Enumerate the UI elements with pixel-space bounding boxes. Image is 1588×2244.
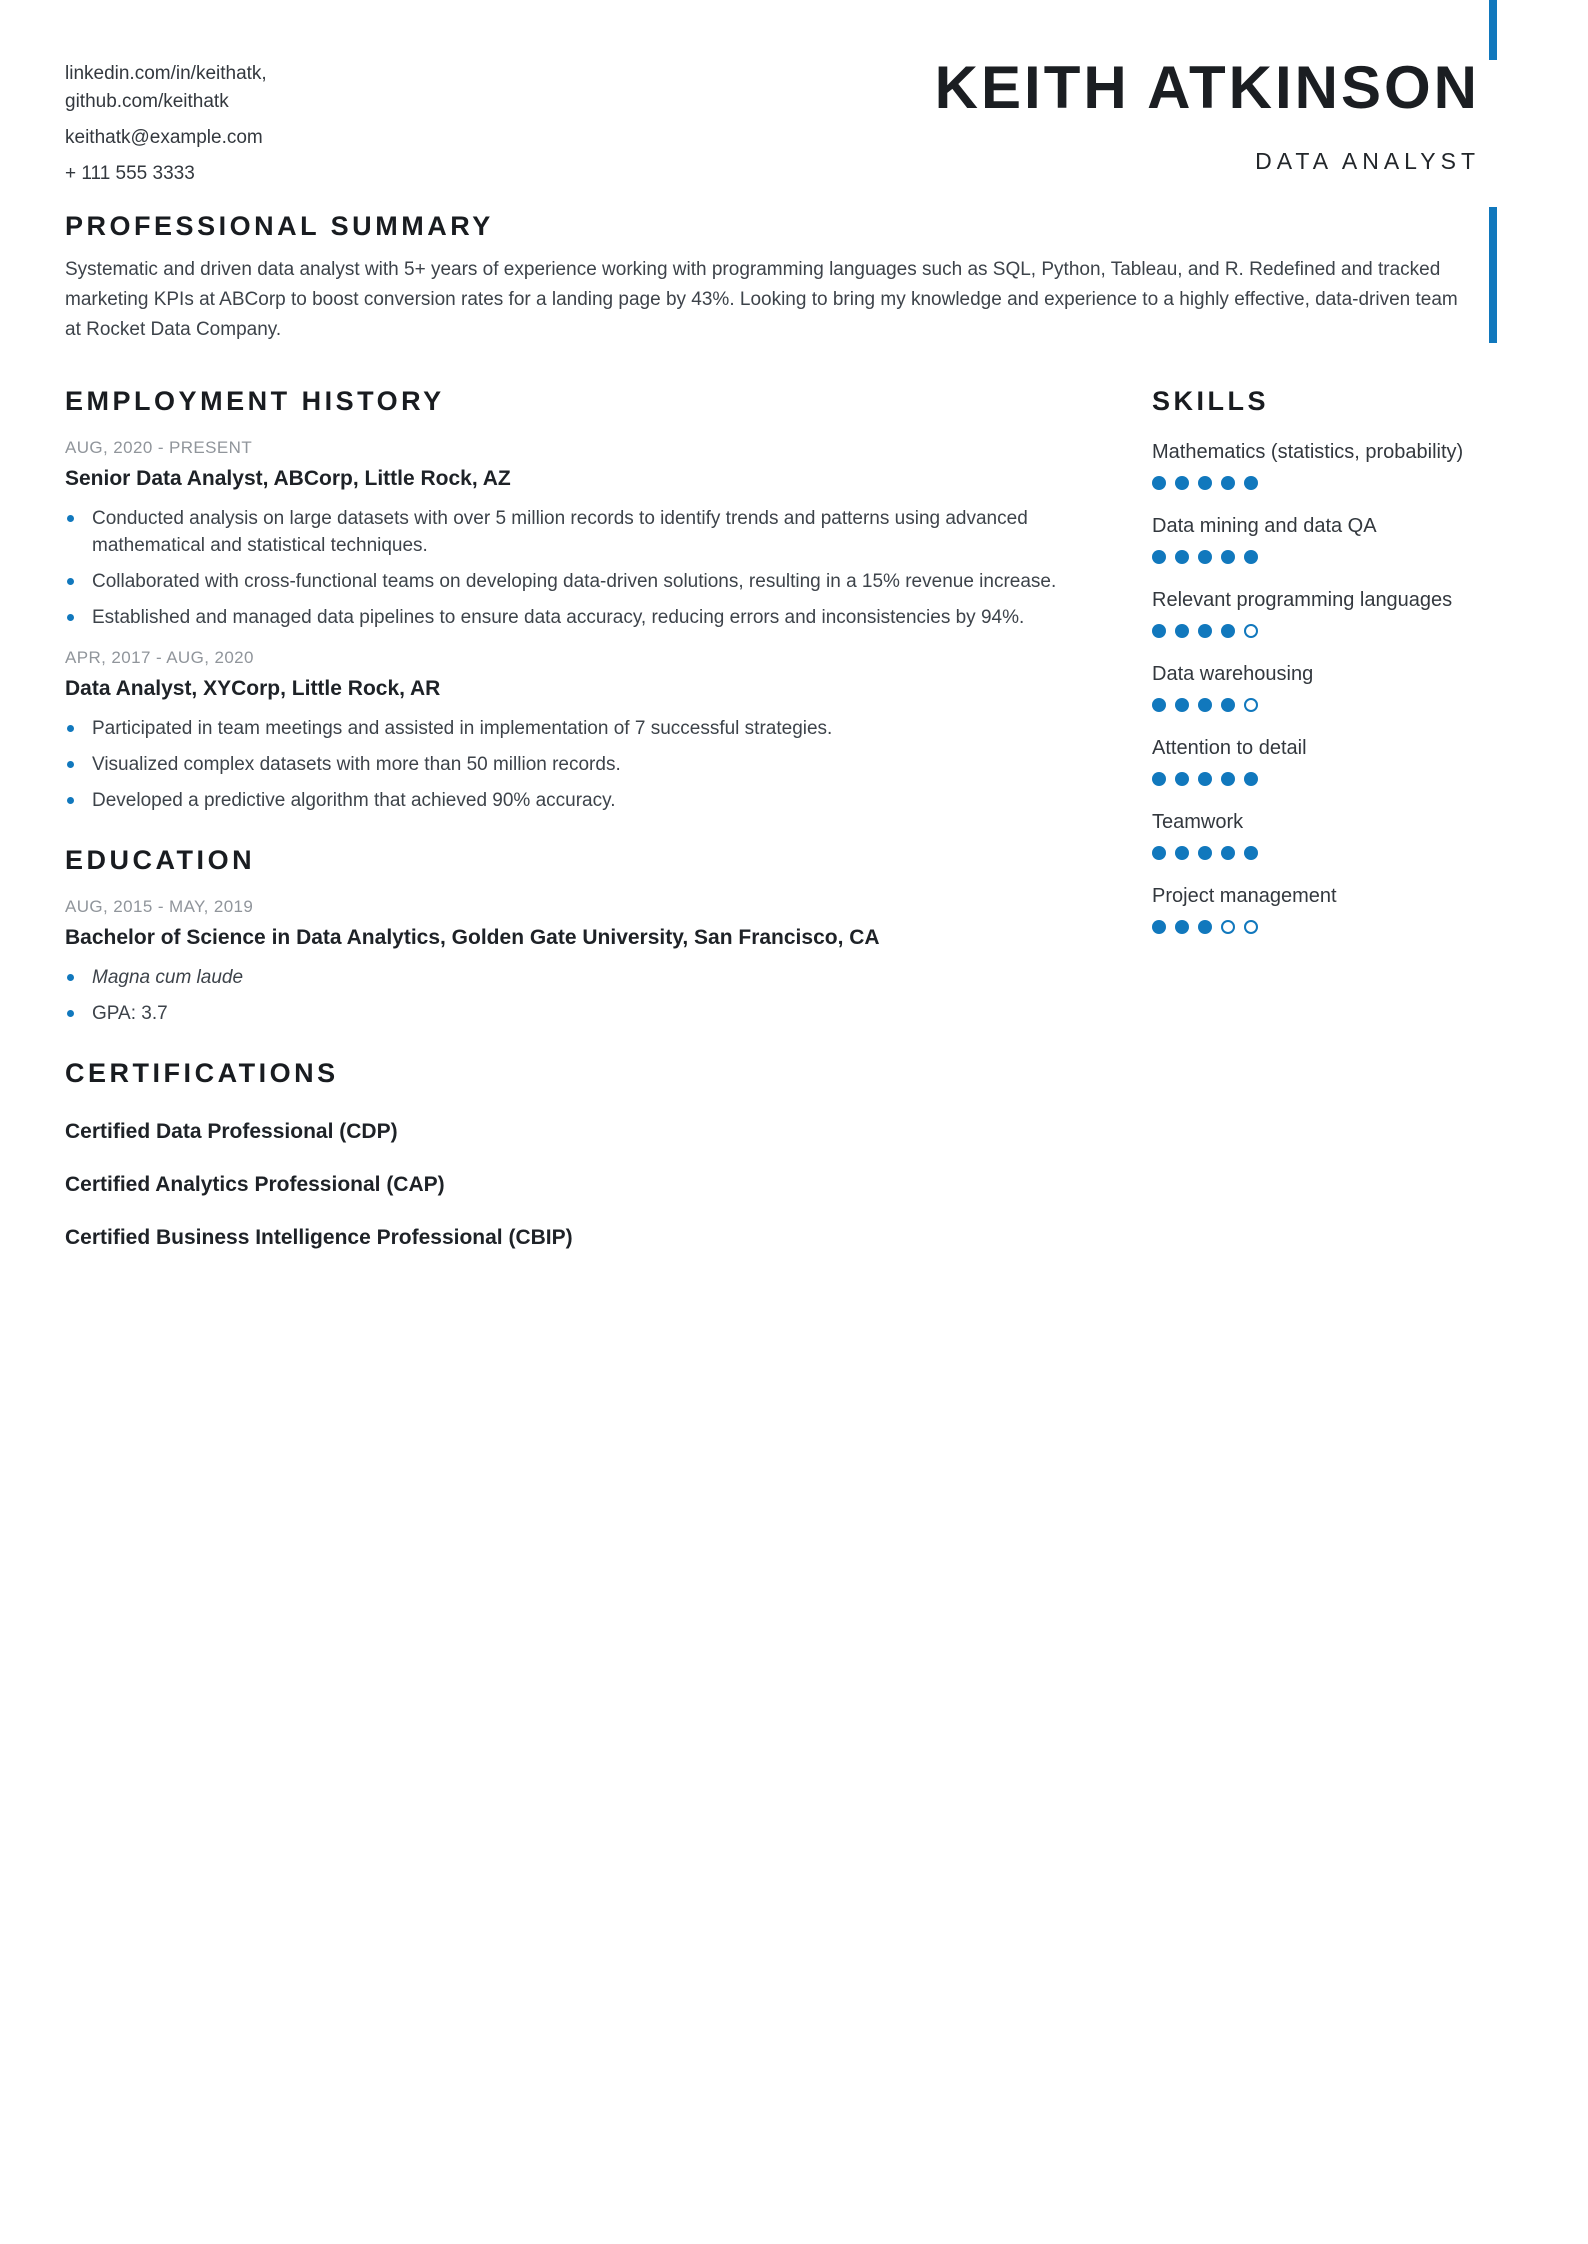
skill-dot-filled bbox=[1152, 698, 1166, 712]
skill-item bbox=[1152, 807, 1552, 860]
skill-dot-empty bbox=[1244, 624, 1258, 638]
skill-dot-filled bbox=[1152, 550, 1166, 564]
email-link[interactable]: keithatk@example.com bbox=[65, 127, 263, 148]
skill-label: Data warehousing bbox=[1152, 663, 1314, 685]
bullet-list bbox=[65, 505, 1065, 631]
skill-dot-filled bbox=[1198, 920, 1212, 934]
summary-section bbox=[65, 210, 1471, 345]
phone-number: + 111 555 3333 bbox=[65, 163, 195, 184]
bullet-list bbox=[65, 964, 1065, 1027]
skill-dot-filled bbox=[1152, 772, 1166, 786]
education-section bbox=[65, 844, 1065, 1027]
certifications-heading: CERTIFICATIONS bbox=[65, 1058, 339, 1088]
skill-rating bbox=[1152, 920, 1552, 934]
github-link[interactable]: github.com/keithatk bbox=[65, 91, 229, 112]
skill-dot-filled bbox=[1152, 476, 1166, 490]
skill-rating bbox=[1152, 698, 1552, 712]
certification-item: Certified Analytics Professional (CAP) bbox=[65, 1173, 445, 1196]
skill-dot-filled bbox=[1198, 624, 1212, 638]
skill-dot-filled bbox=[1221, 698, 1235, 712]
skill-item bbox=[1152, 881, 1552, 934]
skill-item bbox=[1152, 511, 1552, 564]
skills-column bbox=[1152, 385, 1552, 955]
contact-block bbox=[65, 60, 267, 188]
skill-dot-filled bbox=[1244, 550, 1258, 564]
certifications-section bbox=[65, 1057, 1065, 1251]
main-column bbox=[65, 385, 1065, 1278]
skill-rating bbox=[1152, 846, 1552, 860]
bullet-item: Established and managed data pipelines to ensure data accuracy, reducing errors and inconsistencies by 94%. bbox=[65, 604, 1065, 631]
skills-heading: SKILLS bbox=[1152, 386, 1270, 416]
skill-item bbox=[1152, 659, 1552, 712]
bullet-item: Visualized complex datasets with more than 50 million records. bbox=[65, 751, 1065, 778]
skill-item bbox=[1152, 585, 1552, 638]
bullet-item: Participated in team meetings and assisted in implementation of 7 successful strategies. bbox=[65, 715, 1065, 742]
skill-dot-filled bbox=[1221, 550, 1235, 564]
skill-rating bbox=[1152, 550, 1552, 564]
job-entry bbox=[65, 437, 1065, 631]
bullet-list bbox=[65, 715, 1065, 814]
skill-label: Mathematics (statistics, probability) bbox=[1152, 441, 1464, 463]
job-title: Senior Data Analyst, ABCorp, Little Rock, AZ bbox=[65, 467, 511, 490]
skill-dot-empty bbox=[1244, 920, 1258, 934]
skill-dot-filled bbox=[1244, 846, 1258, 860]
skill-dot-filled bbox=[1198, 846, 1212, 860]
skill-rating bbox=[1152, 476, 1552, 490]
accent-bar-bottom bbox=[1489, 207, 1497, 343]
header-name-block bbox=[935, 56, 1480, 175]
education-degree: Bachelor of Science in Data Analytics, Golden Gate University, San Francisco, CA bbox=[65, 926, 880, 949]
employment-section bbox=[65, 385, 1065, 814]
linkedin-link[interactable]: linkedin.com/in/keithatk, bbox=[65, 63, 267, 84]
job-entry bbox=[65, 647, 1065, 814]
skill-label: Teamwork bbox=[1152, 811, 1244, 833]
certification-item: Certified Business Intelligence Professional (CBIP) bbox=[65, 1226, 573, 1249]
skill-dot-filled bbox=[1152, 920, 1166, 934]
job-dates: APR, 2017 - AUG, 2020 bbox=[65, 648, 254, 667]
summary-heading: PROFESSIONAL SUMMARY bbox=[65, 211, 494, 241]
skill-label: Project management bbox=[1152, 885, 1337, 907]
skill-dot-filled bbox=[1152, 846, 1166, 860]
employment-heading: EMPLOYMENT HISTORY bbox=[65, 386, 445, 416]
bullet-item: GPA: 3.7 bbox=[65, 1000, 1065, 1027]
bullet-item: Magna cum laude bbox=[65, 964, 1065, 991]
skill-dot-empty bbox=[1244, 698, 1258, 712]
skill-dot-filled bbox=[1198, 476, 1212, 490]
candidate-job-title: DATA ANALYST bbox=[1255, 148, 1480, 174]
skill-dot-filled bbox=[1244, 772, 1258, 786]
skill-dot-filled bbox=[1152, 624, 1166, 638]
skill-dot-filled bbox=[1244, 476, 1258, 490]
accent-bar-top bbox=[1489, 0, 1497, 60]
skills-section bbox=[1152, 385, 1552, 934]
skill-dot-filled bbox=[1221, 624, 1235, 638]
skill-label: Data mining and data QA bbox=[1152, 515, 1377, 537]
skill-rating bbox=[1152, 772, 1552, 786]
bullet-item: Collaborated with cross-functional teams on developing data-driven solutions, resulting in a 15% revenue increase. bbox=[65, 568, 1065, 595]
skill-dot-filled bbox=[1175, 624, 1189, 638]
skill-dot-filled bbox=[1221, 772, 1235, 786]
skill-dot-filled bbox=[1198, 772, 1212, 786]
job-dates: AUG, 2020 - PRESENT bbox=[65, 438, 253, 457]
bullet-item: Conducted analysis on large datasets with over 5 million records to identify trends and patterns using advanced mathematical and statistical techniques. bbox=[65, 505, 1065, 559]
skill-dot-filled bbox=[1175, 920, 1189, 934]
skill-dot-filled bbox=[1198, 698, 1212, 712]
skill-dot-filled bbox=[1175, 846, 1189, 860]
skill-dot-filled bbox=[1175, 550, 1189, 564]
skill-item bbox=[1152, 437, 1552, 490]
skill-dot-empty bbox=[1221, 920, 1235, 934]
candidate-name: KEITH ATKINSON bbox=[934, 54, 1480, 121]
education-heading: EDUCATION bbox=[65, 845, 256, 875]
bullet-item: Developed a predictive algorithm that achieved 90% accuracy. bbox=[65, 787, 1065, 814]
skill-label: Relevant programming languages bbox=[1152, 589, 1453, 611]
skill-rating bbox=[1152, 624, 1552, 638]
skill-dot-filled bbox=[1221, 846, 1235, 860]
certification-item: Certified Data Professional (CDP) bbox=[65, 1120, 398, 1143]
job-title: Data Analyst, XYCorp, Little Rock, AR bbox=[65, 677, 441, 700]
summary-text: Systematic and driven data analyst with 5+ years of experience working with programming languages such as SQL, Python, Tableau, and R. Redefined and tracked marketing KPIs at ABCorp to boost conversion rates for a landing page by 43%. Looking to bring my knowledge and experience to a highly effective, data-driven team at Rocket Data Company. bbox=[65, 259, 1458, 340]
skill-label: Attention to detail bbox=[1152, 737, 1307, 759]
skill-dot-filled bbox=[1198, 550, 1212, 564]
skill-dot-filled bbox=[1175, 772, 1189, 786]
skill-item bbox=[1152, 733, 1552, 786]
skill-dot-filled bbox=[1175, 698, 1189, 712]
skill-dot-filled bbox=[1175, 476, 1189, 490]
skill-dot-filled bbox=[1221, 476, 1235, 490]
education-dates: AUG, 2015 - MAY, 2019 bbox=[65, 897, 254, 916]
